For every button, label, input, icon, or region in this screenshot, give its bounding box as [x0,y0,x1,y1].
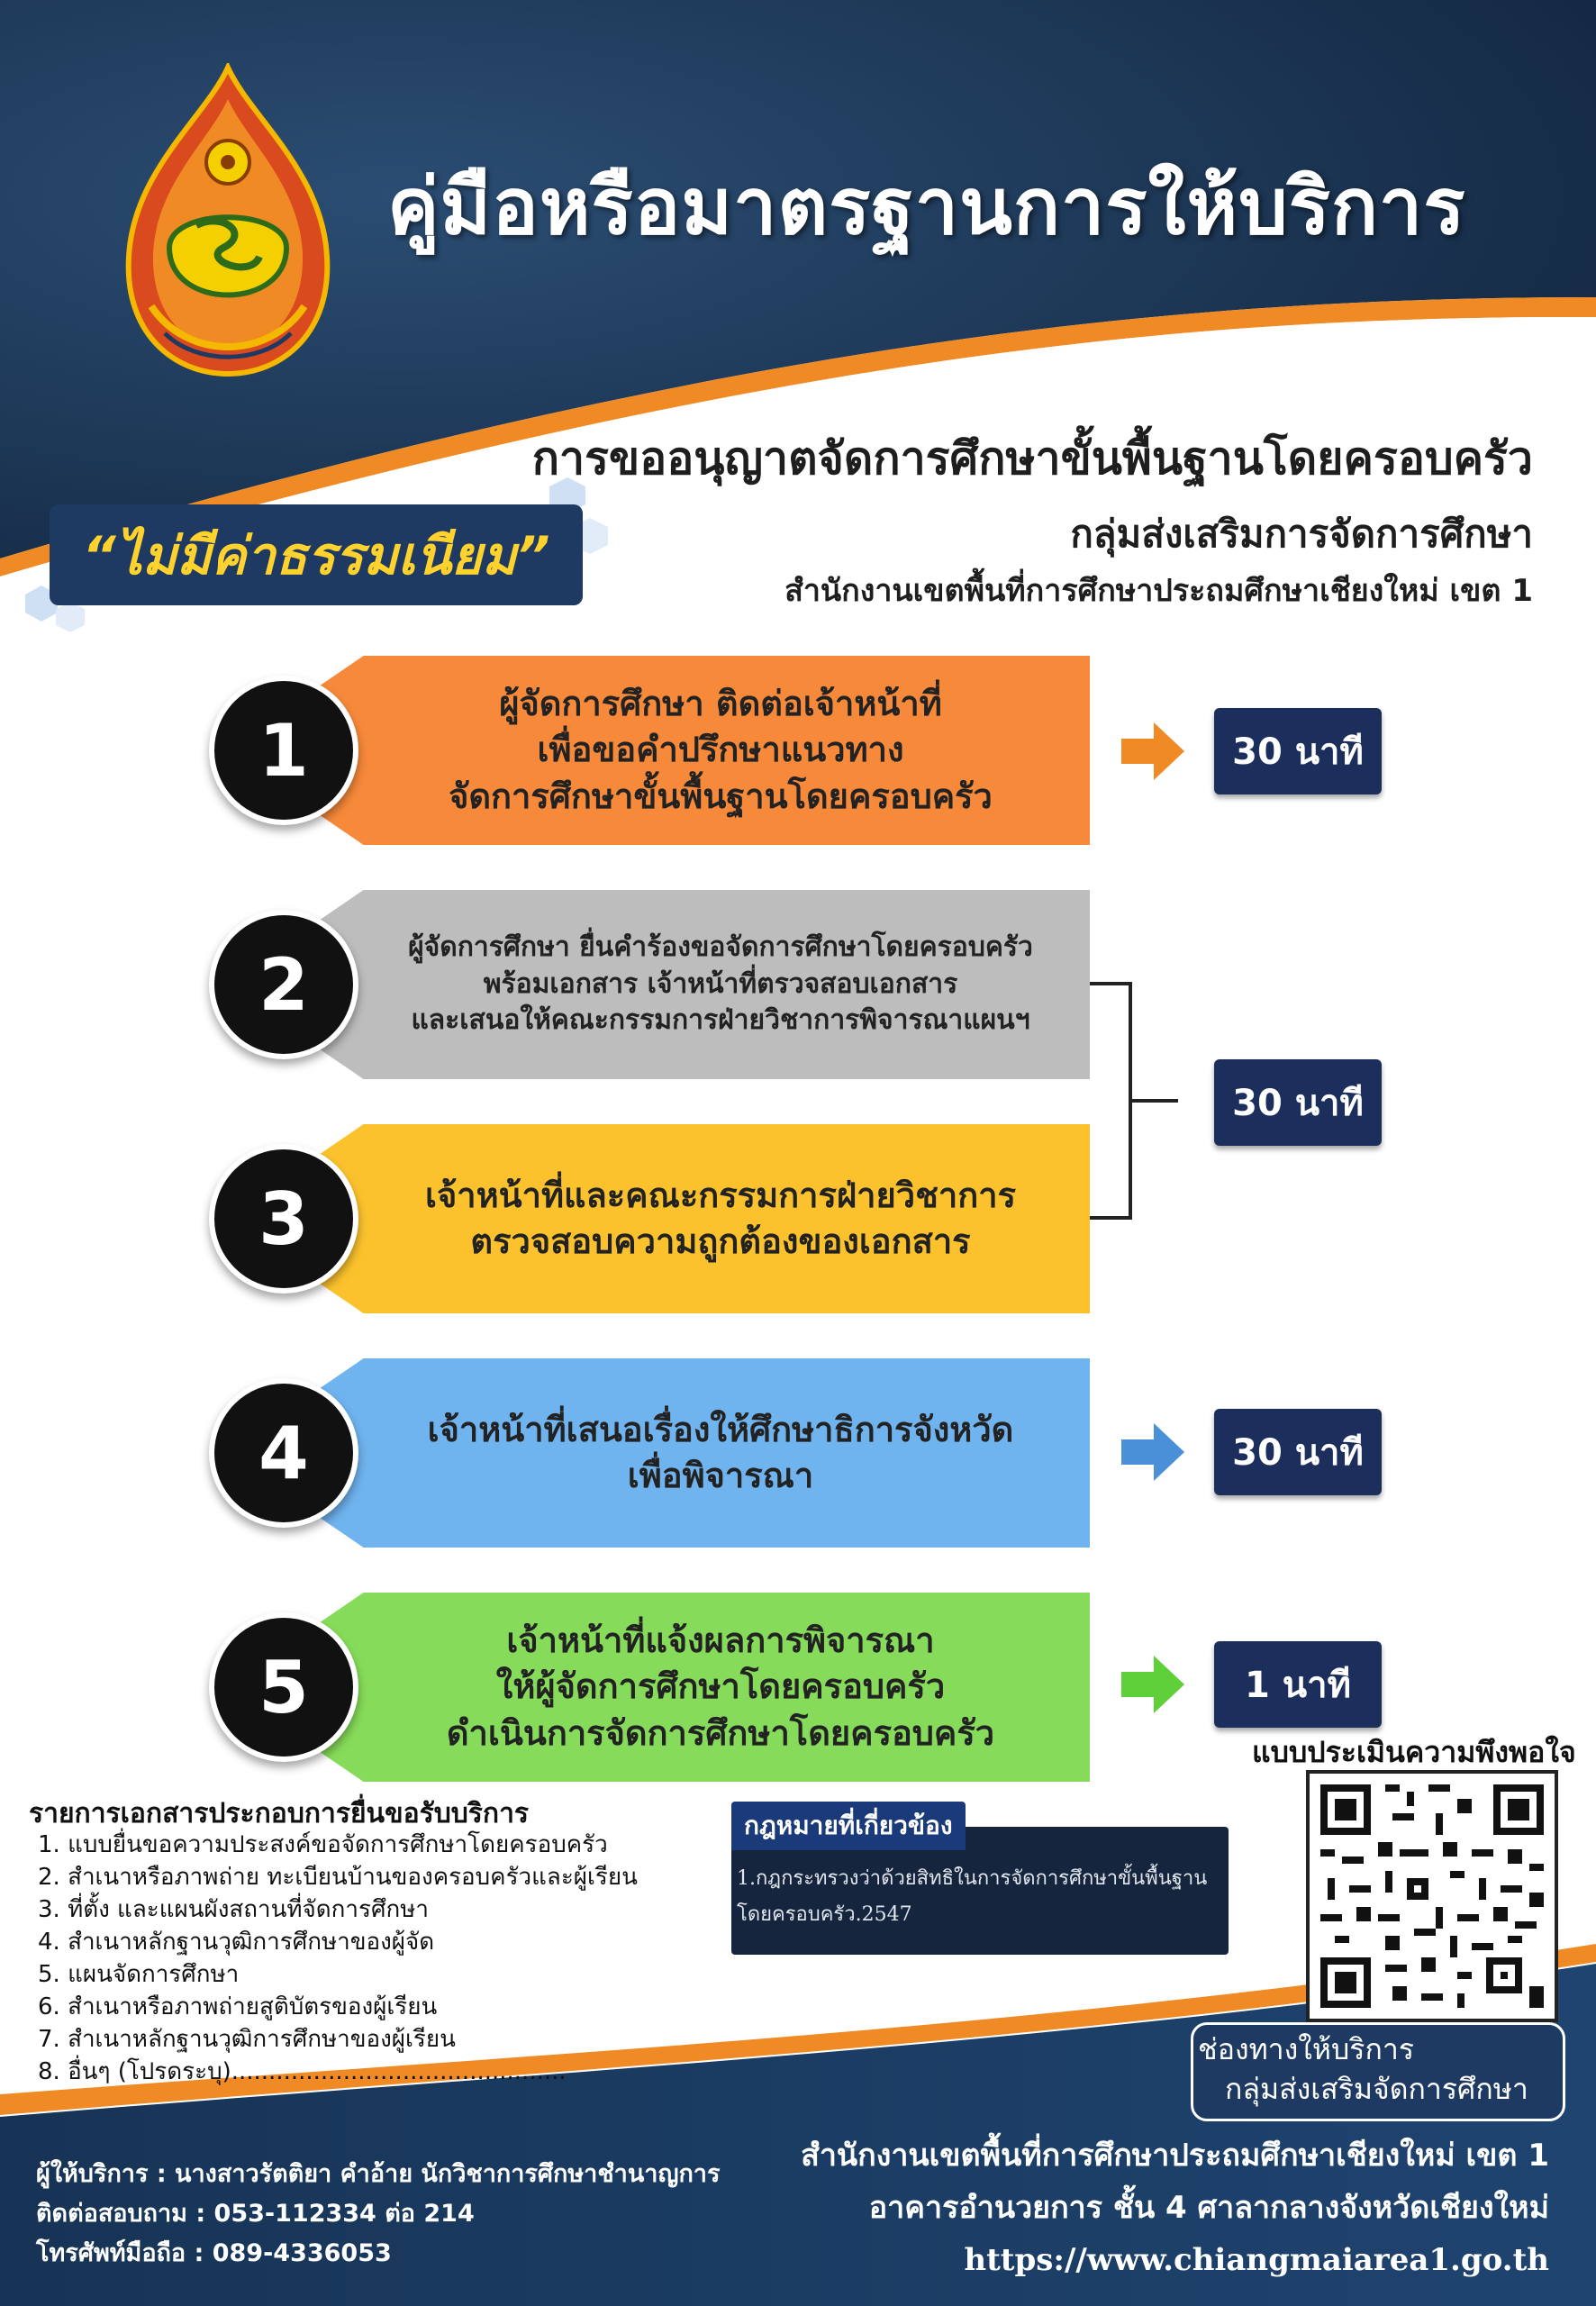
list-item: 6. สำเนาหรือภาพถ่ายสูติบัตรของผู้เรียน [38,1993,438,2020]
list-item: 4. สำเนาหลักฐานวุฒิการศึกษาของผู้จัด [38,1929,435,1956]
step-1-number: 1 [209,676,358,825]
obec-emblem-logo [115,63,340,378]
step-4-line-1: เจ้าหน้าที่เสนอเรื่องให้ศึกษาธิการจังหวัด [427,1409,1014,1449]
group-name: กลุ่มส่งเสริมการจัดการศึกษา [1070,512,1533,556]
step-2-line-3: และเสนอให้คณะกรรมการฝ่ายวิชาการพิจารณาแผนฯ [411,1004,1030,1037]
step-3-line-1: เจ้าหน้าที่และคณะกรรมการฝ่ายวิชาการ [424,1175,1016,1215]
step-1-time: 30 นาที [1214,708,1382,794]
mobile-phone: โทรศัพท์มือถือ : 089-4336053 [36,2239,392,2267]
law-title: กฎหมายที่เกี่ยวข้อง [731,1802,966,1850]
list-item: 3. ที่ตั้ง และแผนผังสถานที่จัดการศึกษา [38,1896,429,1923]
contact-phone: ติดต่อสอบถาม : 053-112334 ต่อ 214 [36,2200,475,2228]
documents-list [38,1829,638,2088]
step-2-number: 2 [209,910,358,1059]
step-2-line-2: พร้อมเอกสาร เจ้าหน้าที่ตรวจสอบเอกสาร [483,967,958,1000]
step-1-line-2: เพื่อขอคำปรึกษาแนวทาง [537,730,904,770]
arrow-right-icon [1121,1423,1184,1481]
survey-qr-code[interactable] [1306,1770,1558,2022]
service-channel-label: ช่องทางให้บริการ [1198,2032,1414,2066]
list-item: 8. อื่นๆ (โปรดระบุ)............................................. [38,2058,567,2085]
office-name: สำนักงานเขตพื้นที่การศึกษาประถมศึกษาเชียงใหม่ เขต 1 [784,573,1533,609]
step-4-text [360,1358,1081,1548]
office-footer [801,2129,1549,2286]
qr-code-icon [1313,1777,1551,2015]
no-fee-badge: “ไม่มีค่าธรรมเนียม” [50,504,583,605]
steps-2-3-time: 30 นาที [1214,1059,1382,1146]
step-2-line-1: ผู้จัดการศึกษา ยื่นคำร้องขอจัดการศึกษาโดยครอบครัว [408,931,1033,964]
list-item: 5. แผนจัดการศึกษา [38,1961,240,1988]
step-2-text [360,890,1081,1079]
survey-title: แบบประเมินความพึงพอใจ [1252,1735,1576,1769]
step-5-line-1: เจ้าหน้าที่แจ้งผลการพิจารณา [506,1621,935,1661]
step-4-number: 4 [209,1378,358,1528]
page-title: คู่มือหรือมาตรฐานการให้บริการ [387,162,1466,252]
law-line-2: โดยครอบครัว.2547 [737,1903,912,1926]
step-1-text [360,656,1081,845]
footer-office: สำนักงานเขตพื้นที่การศึกษาประถมศึกษาเชียงใหม่ เขต 1 [801,2138,1549,2174]
list-item: 1. แบบยื่นขอความประสงค์ขอจัดการศึกษาโดยครอบครัว [38,1831,608,1858]
provider-name: ผู้ให้บริการ : นางสาวรัตติยา คำอ้าย นักวิชาการศึกษาชำนาญการ [36,2160,721,2188]
list-item: 2. สำเนาหรือภาพถ่าย ทะเบียนบ้านของครอบครัวและผู้เรียน [38,1864,638,1891]
step-5-text [360,1593,1081,1782]
step-5-line-3: ดำเนินการจัดการศึกษาโดยครอบครัว [446,1712,995,1753]
service-subtitle: การขออนุญาตจัดการศึกษาขั้นพื้นฐานโดยครอบครัว [531,432,1533,485]
provider-info [36,2155,720,2274]
step-5-time: 1 นาที [1214,1641,1382,1728]
website-link[interactable]: https://www.chiangmaiarea1.go.th [964,2242,1549,2278]
step-1-line-1: ผู้จัดการศึกษา ติดต่อเจ้าหน้าที่ [499,684,942,724]
step-1-line-3: จัดการศึกษาขั้นพื้นฐานโดยครอบครัว [449,776,993,816]
list-item: 7. สำเนาหลักฐานวุฒิการศึกษาของผู้เรียน [38,2026,456,2053]
step-3-text [360,1124,1081,1313]
step-5-line-2: ให้ผู้จัดการศึกษาโดยครอบครัว [495,1666,946,1707]
law-line-1: 1.กฎกระทรวงว่าด้วยสิทธิในการจัดการศึกษาขั้นพื้นฐาน [737,1867,1208,1890]
arrow-right-icon [1121,1656,1184,1713]
arrow-right-icon [1121,722,1184,780]
service-channel-group: กลุ่มส่งเสริมจัดการศึกษา [1225,2072,1528,2106]
law-text [737,1861,1223,1933]
step-3-number: 3 [209,1144,358,1294]
documents-title: รายการเอกสารประกอบการยื่นขอรับบริการ [29,1798,530,1829]
step-4-line-2: เพื่อพิจารณา [627,1456,814,1495]
step-3-line-2: ตรวจสอบความถูกต้องของเอกสาร [470,1221,971,1261]
step-4-time: 30 นาที [1214,1409,1382,1495]
footer-building: อาคารอำนวยการ ชั้น 4 ศาลากลางจังหวัดเชียงใหม่ [868,2190,1549,2226]
step-5-number: 5 [209,1612,358,1762]
